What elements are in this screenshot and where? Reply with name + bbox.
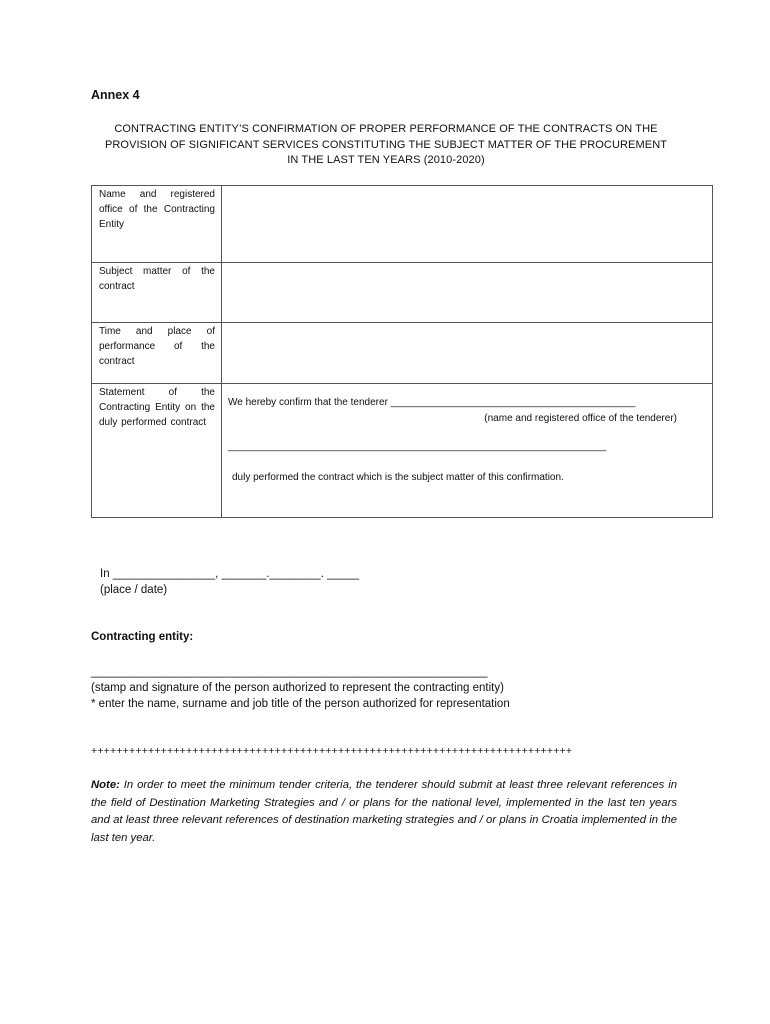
table-row <box>92 263 713 323</box>
title-line-3: IN THE LAST TEN YEARS (2010-2020) <box>287 154 485 166</box>
title-line-1: CONTRACTING ENTITY’S CONFIRMATION OF PROPER PERFORMANCE OF THE CONTRACTS ON THE <box>114 123 658 135</box>
field-statement[interactable] <box>222 384 713 518</box>
row-label-statement: Statement of the Contracting Entity on the duly performed contract <box>92 384 222 518</box>
note-label: Note: <box>91 779 120 791</box>
place-date-caption: (place / date) <box>100 584 168 596</box>
place-date-block <box>100 566 359 598</box>
table-row <box>92 384 713 518</box>
row-label-contracting-entity: Name and registered office of the Contracting Entity <box>92 186 222 263</box>
field-time-place[interactable] <box>222 323 713 384</box>
signature-block <box>91 664 510 712</box>
confirmation-form-table <box>91 185 713 518</box>
row-label-time-place: Time and place of performance of the contract <box>92 323 222 384</box>
place-date-line[interactable]: In ________________, _______.________. _____ <box>100 568 360 580</box>
statement-performed-line: duly performed the contract which is the subject matter of this confirmation. <box>232 472 564 483</box>
note-text: In order to meet the minimum tender criteria, the tenderer should submit at least three relevant references in the field of Destination Marketing Strategies and / or plans for the national level, implemented in the last ten years and at least three relevant references of destination marketing strategies and / or plans in Croatia implemented in the last ten year. <box>91 779 677 844</box>
signature-footnote: * enter the name, surname and job title of the person authorized for representation <box>91 698 510 710</box>
field-contracting-entity[interactable] <box>222 186 713 263</box>
field-subject-matter[interactable] <box>222 263 713 323</box>
signature-line[interactable]: ______________________________________________________________ <box>91 666 488 678</box>
row-label-subject-matter: Subject matter of the contract <box>92 263 222 323</box>
contracting-entity-label: Contracting entity: <box>91 631 194 643</box>
signature-caption: (stamp and signature of the person authorized to represent the contracting entity) <box>91 682 504 694</box>
note-paragraph <box>91 777 677 847</box>
separator-line: ++++++++++++++++++++++++++++++++++++++++++++++++++++++++++++++++++++++++++++ <box>91 745 573 757</box>
statement-tenderer-caption: (name and registered office of the tenderer) <box>484 413 677 424</box>
annex-heading: Annex 4 <box>91 88 140 102</box>
table-row <box>92 323 713 384</box>
document-title <box>91 122 681 169</box>
title-line-2: PROVISION OF SIGNIFICANT SERVICES CONSTITUTING THE SUBJECT MATTER OF THE PROCUREMENT <box>104 138 668 151</box>
statement-blank-line: ____________________________________________________________________ <box>228 441 607 452</box>
table-row <box>92 186 713 263</box>
statement-confirm-line: We hereby confirm that the tenderer ____________________________________________ <box>228 397 636 408</box>
